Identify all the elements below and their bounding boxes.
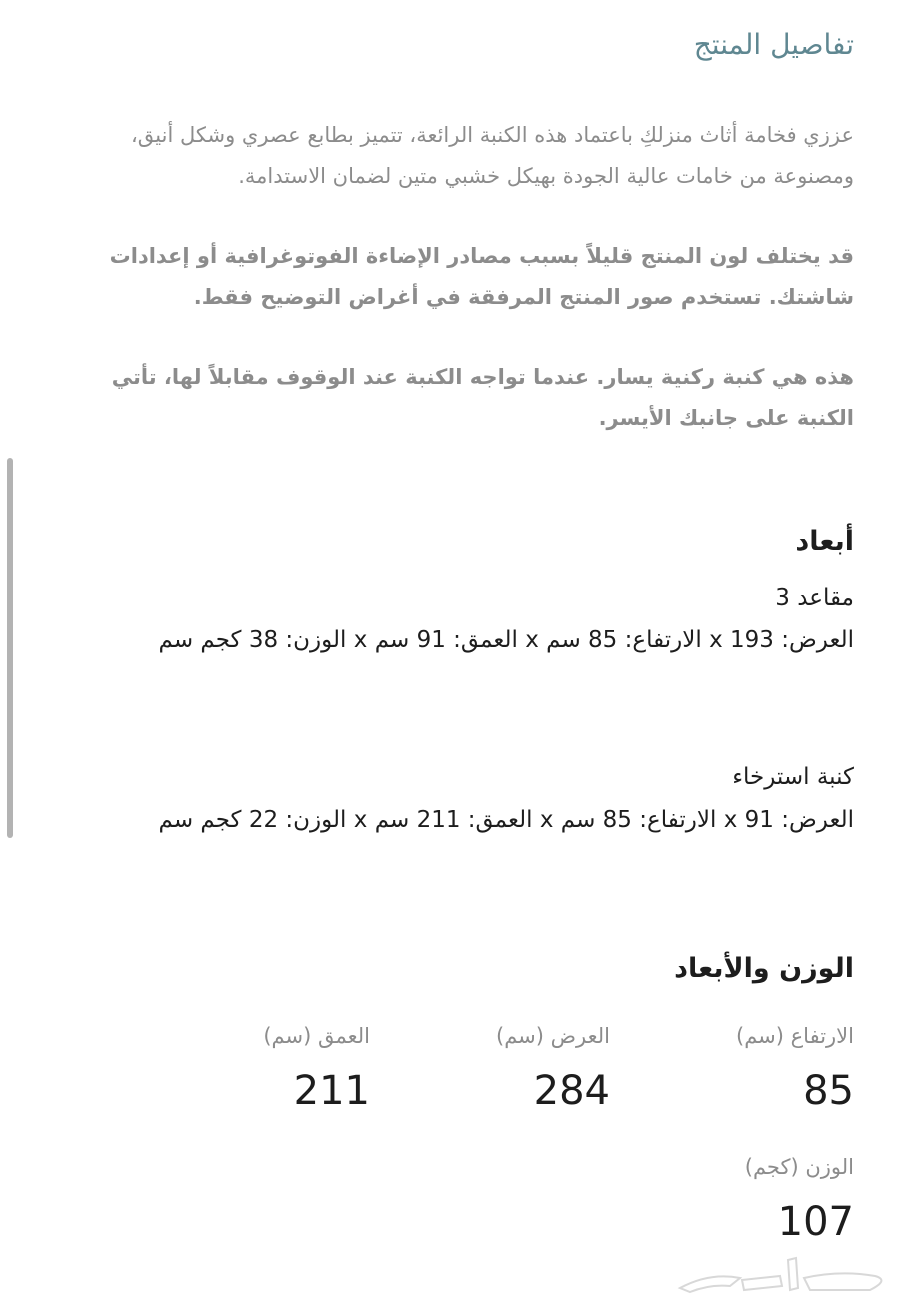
- weight-dimensions-heading: الوزن والأبعاد: [674, 953, 854, 984]
- depth-metric: [263, 1024, 370, 1114]
- width-metric: [496, 1024, 610, 1114]
- width-value: 284: [533, 1068, 610, 1114]
- dimension-item-spec: العرض: 91 x الارتفاع: 85 سم x العمق: 211 سم x الوزن: 22 كجم سم: [158, 807, 854, 833]
- dimension-item-name: مقاعد 3: [775, 585, 854, 611]
- dimensions-heading: أبعاد: [795, 526, 854, 557]
- height-value: 85: [803, 1068, 854, 1114]
- height-metric: [736, 1024, 854, 1114]
- orientation-note-paragraph: هذه هي كنبة ركنية يسار. عندما تواجه الكنبة عند الوقوف مقابلاً لها، تأتي الكنبة على جانبك الأيسر.: [111, 365, 854, 430]
- weight-label: الوزن (كجم): [744, 1155, 854, 1179]
- description-paragraph: عززي فخامة أثاث منزلكِ باعتماد هذه الكنبة الرائعة، تتميز بطابع عصري وشكل أنيق، ومصنوعة من خامات عالية الجودة بهيكل خشبي متين لضمان الاستدامة.: [131, 123, 854, 188]
- product-details-title: تفاصيل المنتج: [693, 28, 854, 61]
- dimension-item-spec: العرض: 193 x الارتفاع: 85 سم x العمق: 91 سم x الوزن: 38 كجم سم: [158, 627, 854, 653]
- haraj-logo-icon: [670, 1252, 900, 1302]
- scrollbar[interactable]: [7, 458, 13, 838]
- weight-metric: [745, 1155, 854, 1245]
- width-label: العرض (سم): [496, 1024, 610, 1048]
- color-disclaimer-paragraph: قد يختلف لون المنتج قليلاً بسبب مصادر الإضاءة الفوتوغرافية أو إعدادات شاشتك. تستخدم صور المنتج المرفقة في أغراض التوضيح فقط.: [109, 244, 854, 309]
- dimension-item-name: كنبة استرخاء: [732, 764, 854, 790]
- weight-value: 107: [777, 1199, 854, 1245]
- height-label: الارتفاع (سم): [736, 1024, 854, 1048]
- depth-label: العمق (سم): [263, 1024, 370, 1048]
- depth-value: 211: [293, 1068, 370, 1114]
